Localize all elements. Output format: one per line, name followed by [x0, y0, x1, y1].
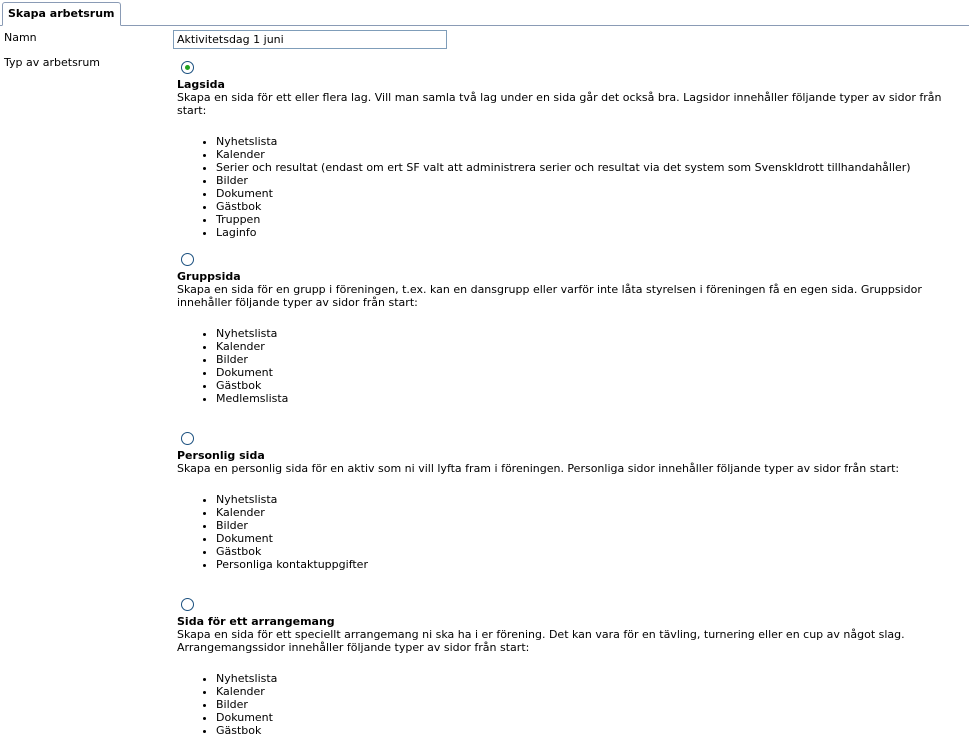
tab-bar [0, 0, 969, 26]
list-item: • Dokument [216, 532, 967, 545]
list-item: • Kalender [216, 685, 967, 698]
list-item: • Bilder [216, 353, 967, 366]
list-item: • Personliga kontaktuppgifter [216, 558, 967, 571]
option-description: Skapa en personlig sida för en aktiv som ni vill lyfta fram i föreningen. Personliga sidor innehåller följande typer av sidor från start: [177, 462, 900, 475]
radio-lagsida[interactable] [181, 61, 194, 74]
option-description: Skapa en sida för ett eller flera lag. Vill man samla två lag under en sida går det också bra. Lagsidor innehåller följande typer av sidor från start: [177, 91, 942, 117]
option-title: Sida för ett arrangemang [177, 615, 335, 628]
feature-list [177, 493, 967, 571]
option-description: Skapa en sida för en grupp i föreningen, t.ex. kan en dansgrupp eller varför inte låta styrelsen i föreningen få en egen sida. Gruppsidor innehåller följande typer av sidor från start: [177, 283, 922, 309]
name-label: Namn [4, 31, 37, 44]
tab-skapa-arbetsrum[interactable]: Skapa arbetsrum [2, 2, 121, 26]
option-title: Gruppsida [177, 270, 241, 283]
list-item: • Dokument [216, 711, 967, 724]
list-item: • Laginfo [216, 226, 967, 239]
list-item: • Kalender [216, 148, 967, 161]
type-label: Typ av arbetsrum [4, 56, 101, 69]
list-item: • Dokument [216, 366, 967, 379]
feature-list [177, 135, 967, 239]
option-gruppsida [177, 253, 967, 405]
feature-list [177, 327, 967, 405]
list-item: • Gästbok [216, 379, 967, 392]
option-lagsida [177, 61, 967, 239]
list-item: • Nyhetslista [216, 493, 967, 506]
list-item: • Medlemslista [216, 392, 967, 405]
option-title: Personlig sida [177, 449, 265, 462]
option-description: Skapa en sida för ett speciellt arrangemang ni ska ha i er förening. Det kan vara för en tävling, turnering eller en cup av något slag. Arrangemangssidor innehåller följande typer av sidor från start: [177, 628, 905, 654]
list-item: • Nyhetslista [216, 135, 967, 148]
list-item: • Nyhetslista [216, 327, 967, 340]
list-item: • Dokument [216, 187, 967, 200]
list-item: • Nyhetslista [216, 672, 967, 685]
name-input[interactable] [173, 30, 447, 49]
radio-gruppsida[interactable] [181, 253, 194, 266]
radio-personlig-sida[interactable] [181, 432, 194, 445]
list-item: • Kalender [216, 506, 967, 519]
feature-list [177, 672, 967, 737]
list-item: • Gästbok [216, 724, 967, 737]
list-item: • Serier och resultat (endast om ert SF valt att administrera serier och resultat via det system som SvenskIdrott tillhandahåller) [216, 161, 967, 174]
list-item: • Gästbok [216, 200, 967, 213]
radio-arrangemang[interactable] [181, 598, 194, 611]
list-item: • Gästbok [216, 545, 967, 558]
list-item: • Bilder [216, 519, 967, 532]
list-item: • Bilder [216, 174, 967, 187]
option-personlig-sida [177, 432, 967, 571]
list-item: • Kalender [216, 340, 967, 353]
option-arrangemang [177, 598, 967, 737]
list-item: • Truppen [216, 213, 967, 226]
list-item: • Bilder [216, 698, 967, 711]
option-title: Lagsida [177, 78, 225, 91]
